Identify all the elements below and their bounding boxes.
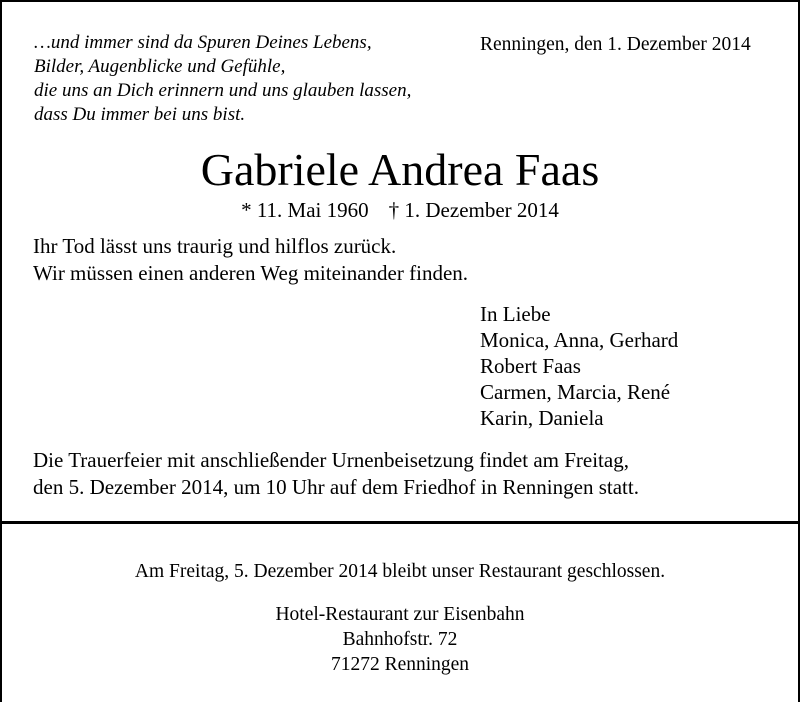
poem-line: …und immer sind da Spuren Deines Lebens, — [34, 32, 372, 53]
restaurant-address — [0, 602, 800, 677]
deceased-name: Gabriele Andrea Faas — [200, 144, 600, 195]
signers-block — [480, 301, 678, 431]
restaurant-closed-notice: Am Freitag, 5. Dezember 2014 bleibt unser Restaurant geschlossen. — [134, 561, 666, 582]
address-line: Bahnhofstr. 72 — [342, 629, 458, 650]
mourning-message — [33, 233, 468, 287]
poem-line: dass Du immer bei uns bist. — [34, 104, 246, 125]
signer-line: Monica, Anna, Gerhard — [480, 328, 679, 352]
funeral-info — [33, 447, 639, 501]
life-dates — [0, 196, 800, 224]
signer-line: Carmen, Marcia, René — [480, 380, 671, 404]
message-line: Wir müssen einen anderen Weg miteinander finden. — [33, 261, 469, 285]
signer-line: Karin, Daniela — [480, 406, 604, 430]
memorial-poem — [34, 31, 411, 127]
signer-line: In Liebe — [480, 302, 551, 326]
birth-date: * 11. Mai 1960 — [241, 198, 369, 222]
funeral-line: den 5. Dezember 2014, um 10 Uhr auf dem Friedhof in Renningen statt. — [33, 475, 639, 499]
poem-line: Bilder, Augenblicke und Gefühle, — [34, 56, 286, 77]
signer-line: Robert Faas — [480, 354, 581, 378]
address-line: Hotel-Restaurant zur Eisenbahn — [275, 604, 525, 625]
death-date: † 1. Dezember 2014 — [388, 198, 559, 222]
place-and-date: Renningen, den 1. Dezember 2014 — [480, 34, 751, 55]
message-line: Ihr Tod lässt uns traurig und hilflos zurück. — [33, 234, 397, 258]
address-line: 71272 Renningen — [330, 654, 470, 675]
section-divider — [0, 521, 800, 524]
funeral-line: Die Trauerfeier mit anschließender Urnenbeisetzung findet am Freitag, — [33, 448, 629, 472]
poem-line: die uns an Dich erinnern und uns glauben lassen, — [34, 80, 412, 101]
